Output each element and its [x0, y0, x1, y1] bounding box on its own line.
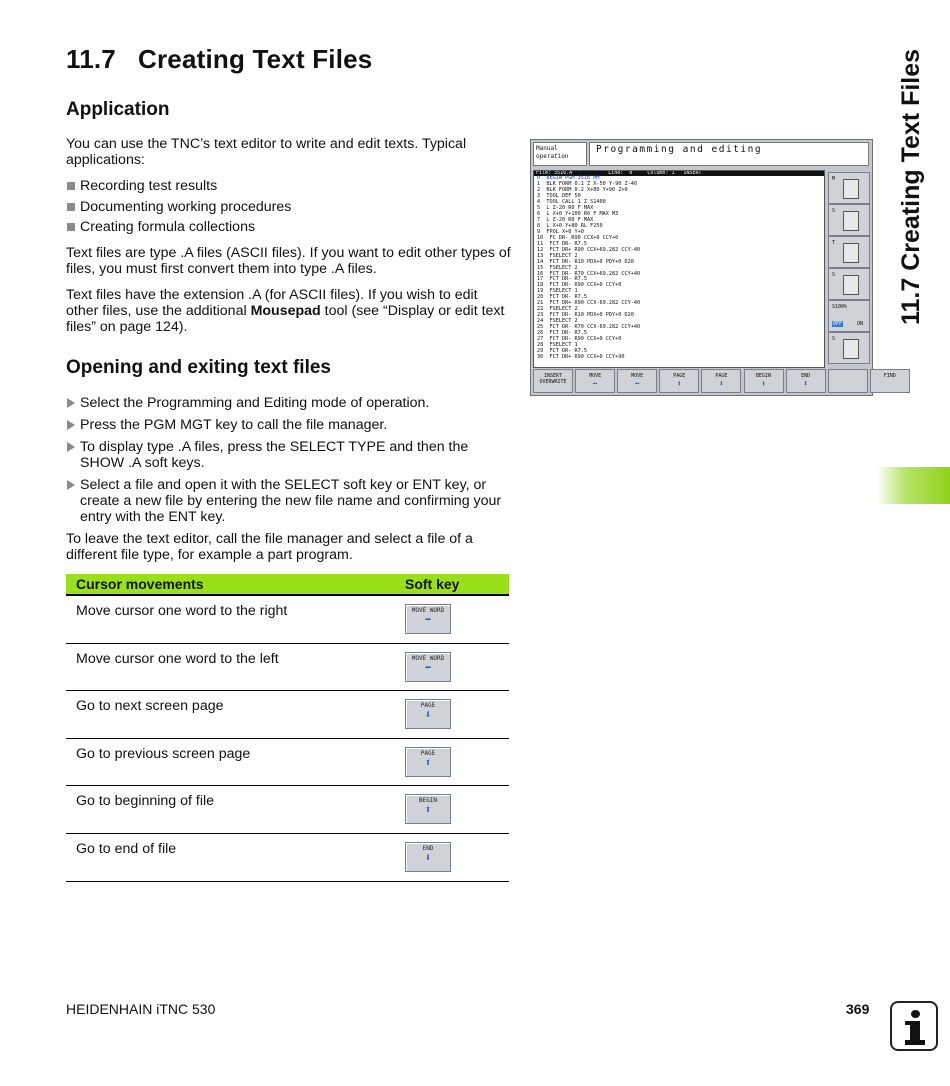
arrow-icon: ⬇ — [803, 379, 808, 388]
editor-line: 24 FSELECT 2 — [537, 318, 578, 325]
movement-description: Go to end of file — [76, 840, 177, 857]
editor-line: 15 FSELECT 2 — [537, 264, 578, 271]
soft-key-button[interactable] — [405, 747, 451, 777]
soft-key-label: BEGIN — [418, 797, 438, 805]
application-bullets — [66, 178, 291, 240]
editor-line: 12 FCT DR+ R90 CCX+69.282 CCY-40 — [537, 246, 641, 253]
soft-key-label: S — [832, 272, 836, 278]
soft-key-button[interactable] — [405, 794, 451, 824]
table-header — [66, 574, 509, 596]
cursor-movements-table — [66, 574, 509, 882]
tool-icon — [843, 275, 859, 295]
editor-lines — [534, 176, 824, 361]
arrow-icon: ⬇ — [424, 708, 432, 722]
section-number: 11.7 — [66, 44, 116, 74]
editor-line: 13 FSELECT 2 — [537, 252, 578, 259]
arrow-icon: ⬆ — [676, 379, 682, 388]
soft-key-button[interactable] — [405, 842, 451, 872]
paragraph-text: tool (see “Display or edit text files” on page 124). — [66, 303, 505, 335]
horizontal-soft-key[interactable] — [744, 369, 784, 393]
soft-key-label: MOVE — [589, 373, 602, 379]
arrow-icon: ⬆ — [424, 803, 432, 817]
step-item: To display type .A files, press the SELECT TYPE and then the SHOW .A soft keys. — [66, 439, 509, 471]
soft-key-label: PAGE — [673, 373, 686, 379]
movement-description: Go to next screen page — [76, 698, 224, 715]
chapter-thumb-tab — [876, 467, 950, 504]
list-item: Creating formula collections — [66, 219, 291, 235]
soft-key-label: T — [832, 240, 836, 246]
arrow-icon: ⬇ — [718, 379, 724, 388]
soft-key-label: M — [832, 176, 836, 182]
horizontal-soft-key[interactable] — [701, 369, 741, 393]
editor-line: 21 FCT DR+ R90 CCX-69.282 CCY-40 — [537, 300, 641, 307]
mode-indicator-programming: Programming and editing — [589, 142, 869, 166]
editor-line: 9 FPOL X+0 Y+0 — [537, 228, 584, 235]
horizontal-soft-key[interactable] — [533, 369, 573, 393]
soft-key-label: OVERWRITE — [539, 379, 567, 385]
vertical-soft-keys — [826, 170, 870, 366]
soft-key-button[interactable] — [405, 652, 451, 682]
list-item: Documenting working procedures — [66, 199, 291, 215]
movement-description: Move cursor one word to the right — [76, 603, 288, 619]
soft-key-label: MOVE WORD — [411, 654, 445, 662]
editor-line: 29 FCT DR- R7.5 — [537, 348, 587, 355]
soft-key-label: PAGE — [420, 749, 436, 757]
horizontal-soft-key[interactable] — [575, 369, 615, 393]
application-heading: Application — [66, 99, 170, 120]
soft-key-label: INSERT — [543, 373, 563, 379]
table-row — [66, 596, 509, 644]
editor-line: 0 BEGIN PGM 3516 MM — [537, 175, 600, 181]
info-icon — [890, 1001, 938, 1051]
editor-line: 11 FCT DR- R7.5 — [537, 240, 587, 247]
tool-icon — [843, 339, 859, 359]
tnc-screen-screenshot — [530, 139, 896, 396]
tool-icon — [843, 243, 859, 263]
horizontal-soft-keys — [533, 369, 896, 393]
editor-line: 30 FCT DR+ R90 CCX+0 CCY+90 — [537, 354, 625, 361]
soft-key-label: MOVE WORD — [411, 607, 445, 614]
vertical-soft-key[interactable] — [828, 172, 870, 204]
soft-key-label: S100% — [832, 304, 848, 310]
vertical-soft-key[interactable] — [828, 268, 870, 300]
soft-key-label: BEGIN — [755, 373, 772, 379]
editor-status-bar: File: 3516.A Line: 0 Column: 1 INSERT — [534, 171, 824, 176]
editor-line: 23 FCT DR- R10 PDX+0 PDY+0 D20 — [537, 312, 634, 319]
soft-key-label: END — [801, 373, 811, 379]
editor-line: 1 BLK FORM 0.1 Z X-50 Y-90 Z-40 — [537, 180, 637, 187]
horizontal-soft-key[interactable] — [870, 369, 910, 393]
table-row — [66, 644, 509, 692]
table-row — [66, 691, 509, 739]
editor-line: 14 FCT DR- R10 PDX+0 PDY+0 D20 — [537, 258, 634, 265]
arrow-icon: ⬅ — [634, 379, 640, 388]
footer-product-name: HEIDENHAIN iTNC 530 — [66, 1001, 216, 1017]
arrow-icon: ⬆ — [424, 755, 432, 769]
horizontal-soft-key[interactable] — [828, 369, 868, 393]
soft-key-label: MOVE — [631, 373, 644, 379]
editor-line: 10 FC DR- R90 CCX+0 CCY+0 — [537, 234, 619, 241]
tool-icon — [843, 179, 859, 199]
extension-paragraph — [66, 287, 511, 335]
editor-line: 18 FCT DR- R90 CCX+0 CCY+0 — [537, 282, 622, 289]
table-row — [66, 739, 509, 787]
horizontal-soft-key[interactable] — [617, 369, 657, 393]
editor-line: 22 FSELECT 2 — [537, 306, 578, 313]
vertical-soft-key[interactable] — [828, 236, 870, 268]
step-item: Press the PGM MGT key to call the file manager. — [66, 417, 509, 433]
text-editor-pane — [533, 170, 825, 368]
table-row — [66, 786, 509, 834]
soft-key-label: END — [422, 844, 434, 852]
editor-line: 17 FCT DR- R7.5 — [537, 276, 587, 283]
editor-line: 7 L Z-20 R0 F MAX — [537, 216, 594, 223]
opening-steps — [66, 395, 509, 531]
application-intro: You can use the TNC’s text editor to write and edit texts. Typical applications: — [66, 136, 467, 168]
paragraph-text: Text files have the extension .A (for ASCII files). If you wish to edit other files, use the additional — [66, 287, 478, 319]
arrow-icon: ⬆ — [761, 379, 766, 388]
movement-description: Move cursor one word to the left — [76, 650, 279, 667]
soft-key-label: PAGE — [420, 702, 436, 710]
editor-line: 5 L Z-20 R0 F MAX — [537, 204, 594, 211]
opening-heading: Opening and exiting text files — [66, 357, 331, 378]
mousepad-term: Mousepad — [250, 303, 321, 319]
vertical-soft-key[interactable] — [828, 300, 870, 332]
soft-key-label: S — [832, 336, 836, 342]
arrow-icon: ➡ — [592, 379, 598, 388]
editor-line: 20 FCT DR- R7.5 — [537, 294, 587, 301]
soft-key-label: PAGE — [715, 373, 728, 379]
spindle-off-label: OFF — [833, 321, 843, 327]
editor-line: 28 FSELECT 1 — [537, 342, 578, 349]
arrow-icon: ➡ — [424, 613, 432, 626]
list-item: Recording test results — [66, 178, 291, 194]
editor-line: 27 FCT DR- R90 CCX+0 CCY+0 — [537, 336, 622, 343]
editor-line: 19 FSELECT 1 — [537, 288, 578, 295]
soft-key-label: S — [832, 208, 836, 214]
editor-line: 25 FCT DR- R70 CCX-69.282 CCY+40 — [537, 324, 641, 331]
editor-line: 6 L X+0 Y+100 R0 F MAX M3 — [537, 210, 619, 217]
editor-line: 3 TOOL DEF 50 — [537, 192, 581, 199]
editor-line: 16 FCT DR- R70 CCX+69.282 CCY+40 — [537, 270, 641, 277]
soft-key-button[interactable] — [405, 604, 451, 634]
step-item: Select the Programming and Editing mode of operation. — [66, 395, 509, 411]
leave-editor-paragraph: To leave the text editor, call the file manager and select a file of a different file type, for example a part program. — [66, 531, 473, 563]
mode-indicator-manual: Manual operation — [533, 142, 587, 166]
spindle-on-label: ON — [857, 321, 864, 327]
horizontal-soft-key[interactable] — [786, 369, 826, 393]
sidebar-chapter-title: 11.7 Creating Text Files — [897, 48, 925, 325]
editor-line: 2 BLK FORM 0.2 X+80 Y+90 Z+0 — [537, 186, 628, 193]
editor-line: 26 FCT DR- R7.5 — [537, 330, 587, 337]
movement-description: Go to beginning of file — [76, 793, 215, 810]
text-file-type-paragraph: Text files are type .A files (ASCII files). If you want to edit other types of files, you must first convert them into type .A files. — [66, 245, 511, 277]
movement-description: Go to previous screen page — [76, 745, 251, 762]
section-title: Creating Text Files — [137, 44, 373, 74]
table-row — [66, 834, 509, 882]
step-item: Select a file and open it with the SELECT soft key or ENT key, or create a new file by entering the new file name and confirming your entry with the ENT key. — [66, 477, 509, 525]
tool-icon — [843, 211, 859, 231]
soft-key-label: FIND — [883, 373, 896, 379]
column-header-cursor-movements: Cursor movements — [76, 576, 204, 592]
vertical-soft-key[interactable] — [828, 332, 870, 364]
vertical-soft-key[interactable] — [828, 204, 870, 236]
arrow-icon: ⬇ — [424, 850, 432, 864]
editor-line: 8 L X+0 Y+80 RL F250 — [537, 222, 603, 229]
arrow-icon: ⬅ — [424, 660, 432, 674]
soft-key-button[interactable] — [405, 699, 451, 729]
page-number: 369 — [846, 1001, 870, 1017]
section-heading — [66, 44, 372, 75]
editor-line: 4 TOOL CALL 1 Z S1400 — [537, 198, 606, 205]
column-header-soft-key: Soft key — [405, 576, 460, 592]
horizontal-soft-key[interactable] — [659, 369, 699, 393]
